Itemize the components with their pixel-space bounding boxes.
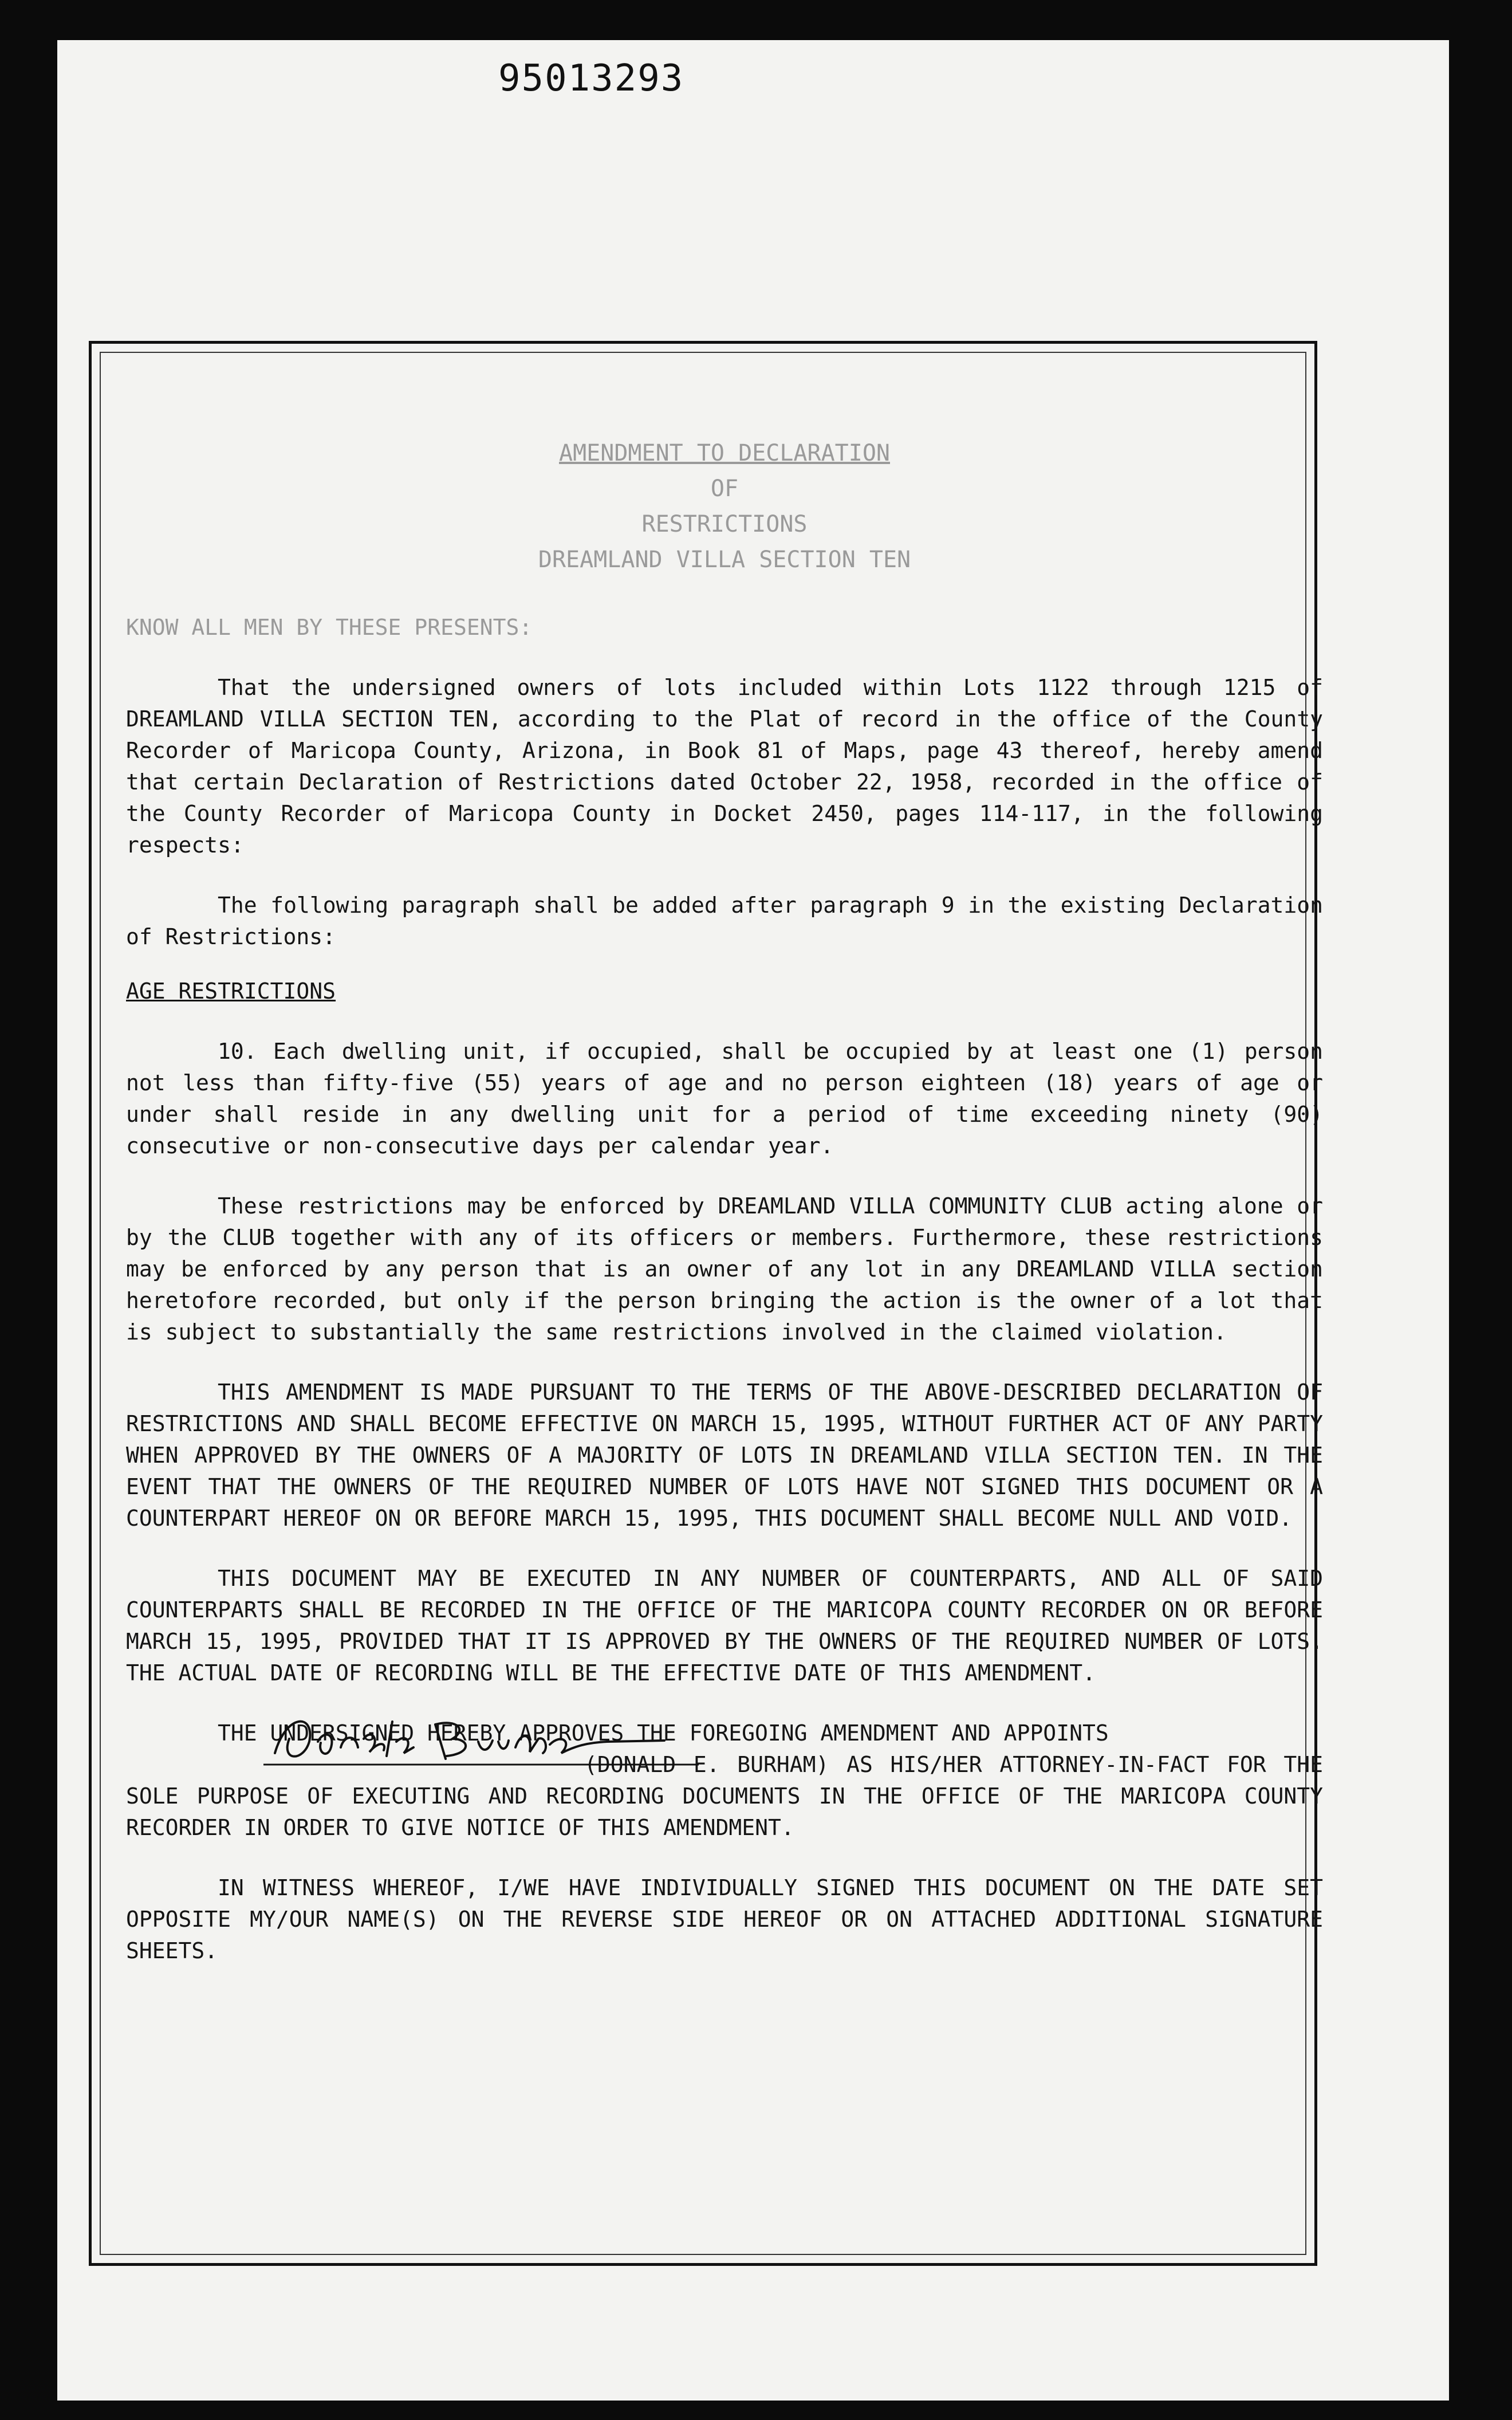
greeting: KNOW ALL MEN BY THESE PRESENTS: — [126, 615, 533, 640]
paragraph-enforcement: These restrictions may be enforced by DREAMLAND VILLA COMMUNITY CLUB acting alone or by the CLUB together with any of its officers or members. Furthermore, these restrictions may be enforced by any person that is an owner of any lot in any DREAMLAND VILLA section heretofore recorded, but only if the person bringing the action is the owner of a lot that is subject to substantially the same restrictions involved in the claimed violation. — [126, 1193, 1323, 1345]
title-line-2: OF — [710, 476, 739, 502]
appointment-paragraph — [126, 1718, 1323, 1844]
paragraph-effective: THIS AMENDMENT IS MADE PURSUANT TO THE TERMS OF THE ABOVE-DESCRIBED DECLARATION OF RESTRICTIONS AND SHALL BECOME EFFECTIVE ON MARCH 15, 1995, WITHOUT FURTHER ACT OF ANY PARTY WHEN APPROVED BY THE OWNERS OF A MAJORITY OF LOTS IN DREAMLAND VILLA SECTION TEN. IN THE EVENT THAT THE OWNERS OF THE REQUIRED NUMBER OF LOTS HAVE NOT SIGNED THIS DOCUMENT OR A COUNTERPART HEREOF ON OR BEFORE MARCH 15, 1995, THIS DOCUMENT SHALL BECOME NULL AND VOID. — [126, 1380, 1323, 1531]
title-line-4: DREAMLAND VILLA SECTION TEN — [538, 547, 911, 573]
paragraph-2: The following paragraph shall be added after paragraph 9 in the existing Declaration of Restrictions: — [126, 893, 1323, 949]
document-body — [126, 401, 1323, 1967]
document-title: AMENDMENT TO DECLARATION — [559, 440, 890, 466]
handwritten-signature — [263, 1707, 710, 1770]
document-number: 95013293 — [498, 57, 684, 100]
paragraph-counterparts: THIS DOCUMENT MAY BE EXECUTED IN ANY NUMBER OF COUNTERPARTS, AND ALL OF SAID COUNTERPARTS SHALL BE RECORDED IN THE OFFICE OF THE MARICOPA COUNTY RECORDER ON OR BEFORE MARCH 15, 1995, PROVIDED THAT IT IS APPROVED BY THE OWNERS OF THE REQUIRED NUMBER OF LOTS. THE ACTUAL DATE OF RECORDING WILL BE THE EFFECTIVE DATE OF THIS AMENDMENT. — [126, 1566, 1323, 1686]
paragraph-1: That the undersigned owners of lots included within Lots 1122 through 1215 of DREAMLAND VILLA SECTION TEN, according to the Plat of record in the office of the County Recorder of Maricopa County, Arizona, in Book 81 of Maps, page 43 thereof, hereby amend that certain Declaration of Restrictions dated October 22, 1958, recorded in the office of the County Recorder of Maricopa County in Docket 2450, pages 114-117, in the following respects: — [126, 675, 1323, 858]
appointment-text-start: THE UNDERSIGNED HEREBY APPROVES THE FOREGOING AMENDMENT AND APPOINTS — [218, 1720, 1109, 1746]
appointment-text-end-label: (DONALD E. BURHAM) AS HIS/HER ATTORNEY-IN-FACT FOR THE SOLE PURPOSE OF EXECUTING AND RECORDING DOCUMENTS IN THE OFFICE OF THE MARICOPA COUNTY RECORDER IN ORDER TO GIVE NOTICE OF THIS AMENDMENT. — [126, 1752, 1323, 1840]
title-line-3: RESTRICTIONS — [641, 511, 808, 537]
section-heading: AGE RESTRICTIONS — [126, 979, 336, 1004]
paragraph-age-restriction: 10. Each dwelling unit, if occupied, shall be occupied by at least one (1) person not less than fifty-five (55) years of age and no person eighteen (18) years of age or under shall reside in any dwelling unit for a period of time exceeding ninety (90) consecutive or non-consecutive days per calendar year. — [126, 1039, 1323, 1158]
witness-paragraph: IN WITNESS WHEREOF, I/WE HAVE INDIVIDUALLY SIGNED THIS DOCUMENT ON THE DATE SET OPPOSITE MY/OUR NAME(S) ON THE REVERSE SIDE HEREOF OR ON ATTACHED ADDITIONAL SIGNATURE SHEETS. — [126, 1875, 1323, 1963]
